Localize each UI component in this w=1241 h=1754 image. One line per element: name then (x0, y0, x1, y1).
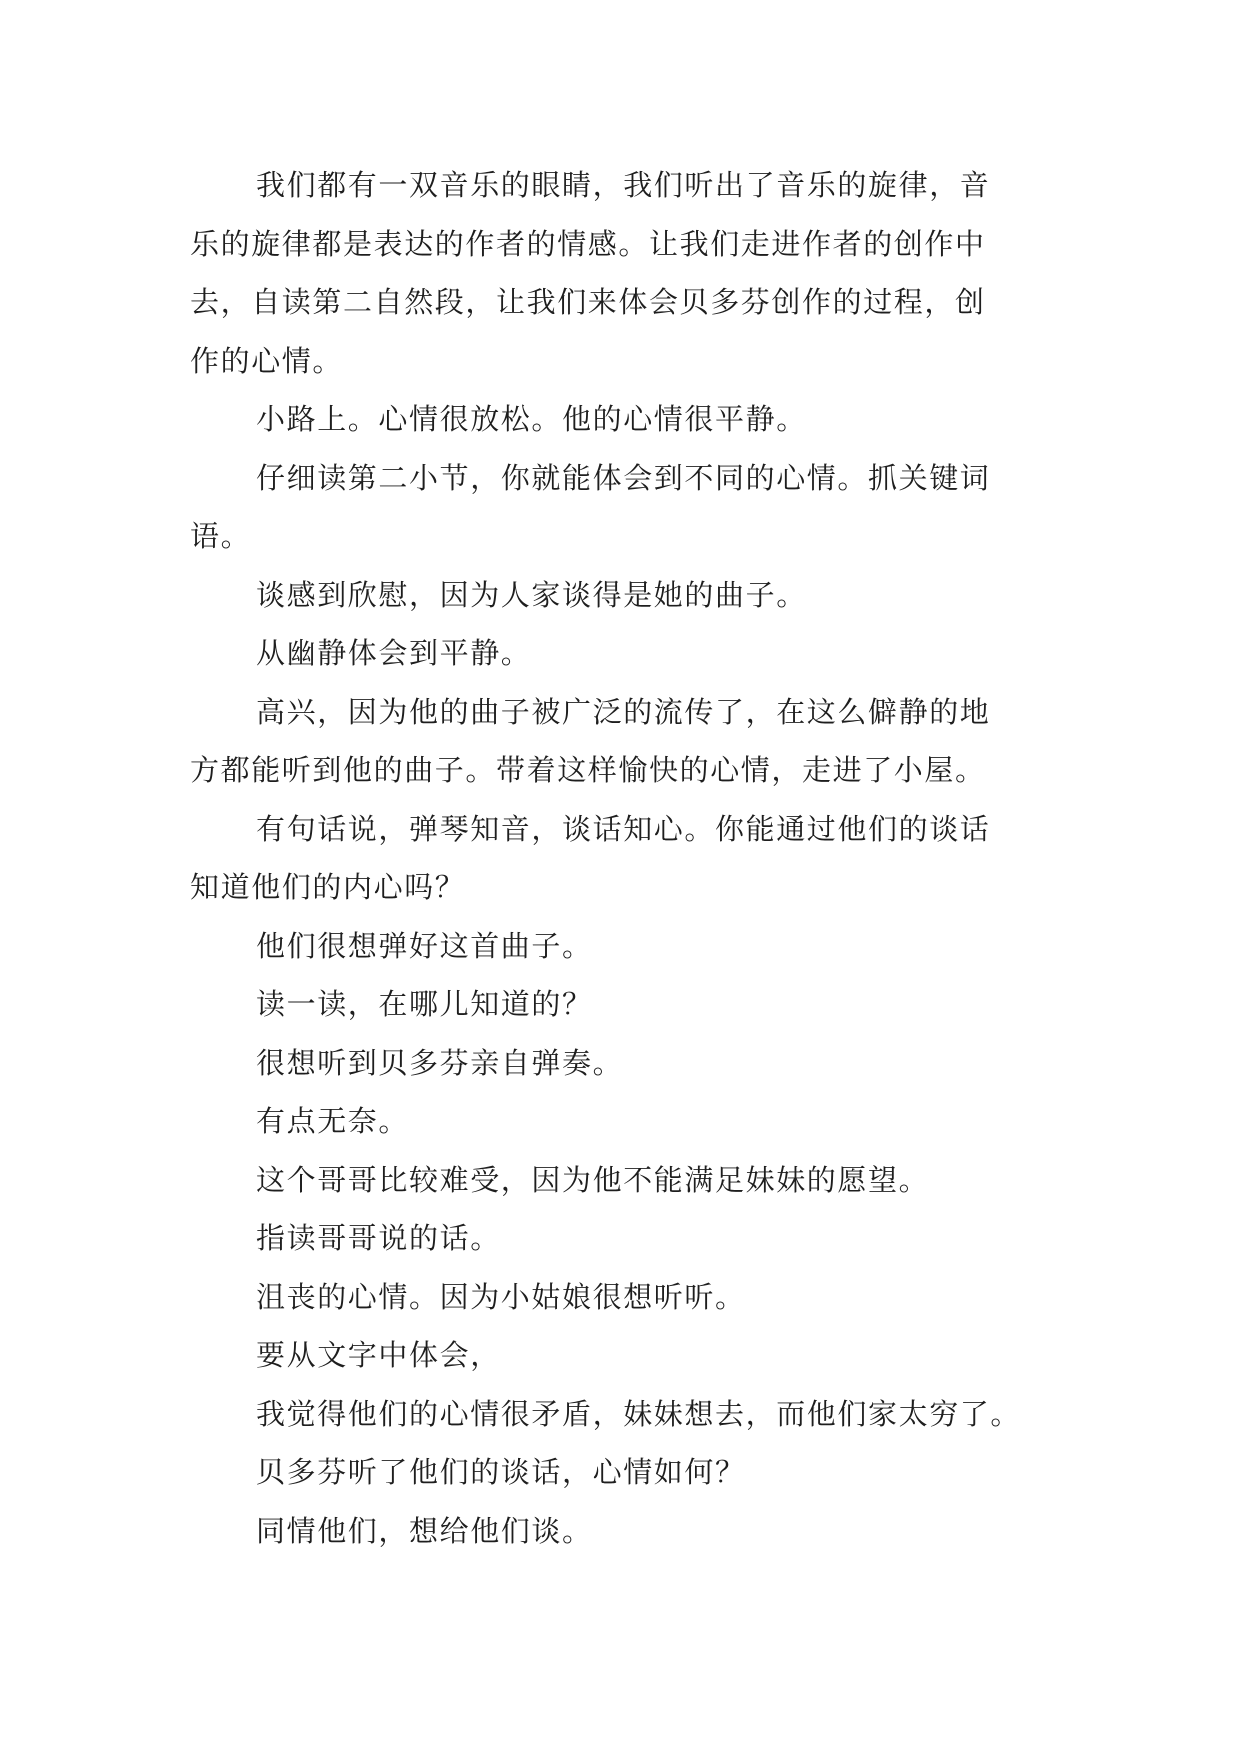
text-line: 语。 (190, 519, 252, 553)
text-line: 沮丧的心情。因为小姑娘很想听听。 (256, 1279, 746, 1314)
paragraph (190, 449, 1050, 566)
document-body (190, 156, 1050, 1560)
paragraph (190, 1502, 1050, 1561)
text-line: 方都能听到他的曲子。带着这样愉快的心情，走进了小屋。 (190, 753, 986, 787)
paragraph (190, 975, 1050, 1034)
text-line: 贝多芬听了他们的谈话，心情如何？ (256, 1455, 746, 1489)
paragraph (190, 1209, 1050, 1268)
text-line: 乐的旋律都是表达的作者的情感。让我们走进作者的创作中 (190, 226, 986, 261)
text-line: 要从文字中体会， (256, 1338, 501, 1372)
paragraph (190, 683, 1050, 800)
text-line: 他们很想弹好这首曲子。 (256, 928, 593, 963)
paragraph (190, 1326, 1050, 1385)
paragraph (190, 1092, 1050, 1151)
paragraph (190, 1034, 1050, 1093)
text-line: 同情他们，想给他们谈。 (256, 1513, 593, 1548)
text-line: 谈感到欣慰，因为人家谈得是她的曲子。 (256, 577, 807, 612)
paragraph (190, 1268, 1050, 1327)
text-line: 去，自读第二自然段，让我们来体会贝多芬创作的过程，创 (190, 285, 986, 319)
text-line: 作的心情。 (190, 343, 344, 378)
text-line: 有点无奈。 (256, 1104, 410, 1138)
text-line: 我们都有一双音乐的眼睛，我们听出了音乐的旋律，音 (256, 168, 991, 202)
text-line: 知道他们的内心吗？ (190, 870, 466, 904)
text-line: 读一读，在哪儿知道的？ (256, 987, 593, 1021)
text-line: 指读哥哥说的话。 (256, 1221, 501, 1255)
text-line: 很想听到贝多芬亲自弹奏。 (256, 1045, 624, 1080)
paragraph (190, 1385, 1050, 1444)
paragraph (190, 566, 1050, 625)
text-line: 有句话说，弹琴知音，谈话知心。你能通过他们的谈话 (256, 811, 991, 846)
text-line: 高兴，因为他的曲子被广泛的流传了，在这么僻静的地 (256, 694, 991, 729)
paragraph (190, 1151, 1050, 1210)
paragraph (190, 624, 1050, 683)
text-line: 我觉得他们的心情很矛盾，妹妹想去，而他们家太穷了。 (256, 1396, 1022, 1431)
text-line: 仔细读第二小节，你就能体会到不同的心情。抓关键词 (256, 460, 991, 495)
paragraph (190, 390, 1050, 449)
text-line: 从幽静体会到平静。 (256, 636, 532, 670)
paragraph (190, 1443, 1050, 1502)
text-line: 这个哥哥比较难受，因为他不能满足妹妹的愿望。 (256, 1162, 930, 1197)
paragraph (190, 917, 1050, 976)
text-line: 小路上。心情很放松。他的心情很平静。 (256, 402, 807, 436)
paragraph (190, 156, 1050, 390)
paragraph (190, 800, 1050, 917)
